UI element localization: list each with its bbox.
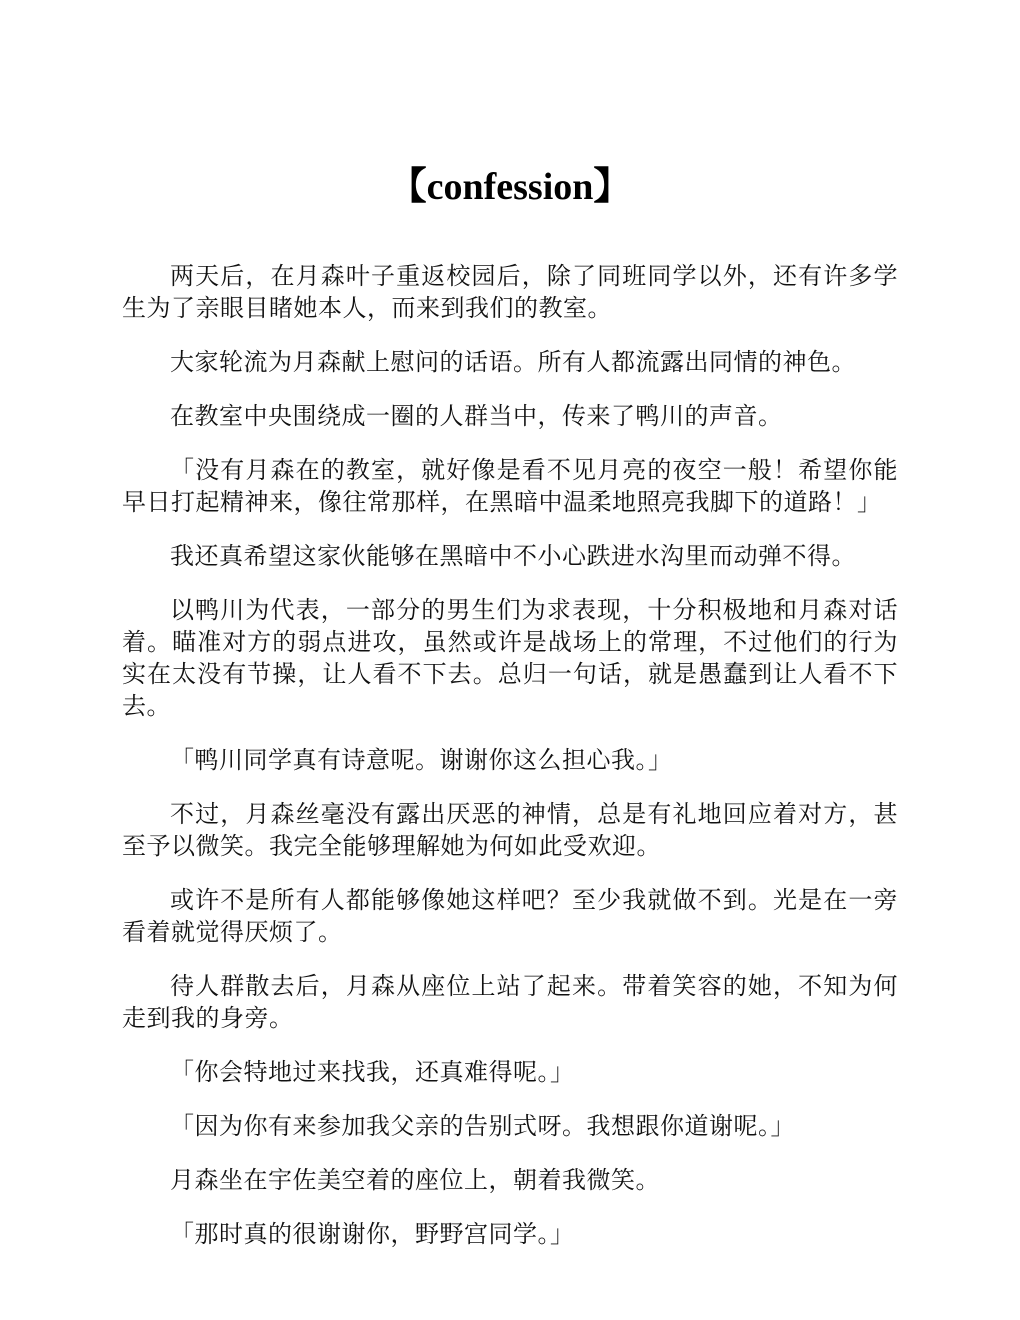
paragraph: 大家轮流为月森献上慰问的话语。所有人都流露出同情的神色。 (170, 348, 856, 376)
paragraph: 不过，月森丝毫没有露出厌恶的神情，总是有礼地回应着对方，甚至予以微笑。我完全能够理解她为何如此受欢迎。 (122, 800, 898, 860)
paragraph: 「因为你有来参加我父亲的告别式呀。我想跟你道谢呢。」 (170, 1112, 795, 1140)
paragraph: 「没有月森在的教室，就好像是看不见月亮的夜空一般！希望你能早日打起精神来，像往常那样，在黑暗中温柔地照亮我脚下的道路！」 (122, 456, 898, 516)
paragraph: 月森坐在宇佐美空着的座位上，朝着我微笑。 (170, 1166, 660, 1194)
paragraph: 我还真希望这家伙能够在黑暗中不小心跌进水沟里而动弹不得。 (170, 542, 856, 570)
paragraph: 「鸭川同学真有诗意呢。谢谢你这么担心我。」 (170, 746, 673, 774)
paragraph: 两天后，在月森叶子重返校园后，除了同班同学以外，还有许多学生为了亲眼目睹她本人，而来到我们的教室。 (122, 262, 898, 322)
chapter-title: 【confession】 (388, 166, 632, 208)
paragraph: 或许不是所有人都能够像她这样吧？至少我就做不到。光是在一旁看着就觉得厌烦了。 (122, 886, 898, 946)
paragraph: 「你会特地过来找我，还真难得呢。」 (170, 1058, 575, 1086)
body-text (122, 260, 898, 1272)
paragraph: 「那时真的很谢谢你，野野宫同学。」 (170, 1220, 575, 1248)
paragraph: 在教室中央围绕成一圈的人群当中，传来了鸭川的声音。 (170, 402, 783, 430)
paragraph: 待人群散去后，月森从座位上站了起来。带着笑容的她，不知为何走到我的身旁。 (122, 972, 898, 1032)
paragraph: 以鸭川为代表，一部分的男生们为求表现，十分积极地和月森对话着。瞄准对方的弱点进攻，虽然或许是战场上的常理，不过他们的行为实在太没有节操，让人看不下去。总归一句话，就是愚蠢到让人看不下去。 (122, 596, 898, 720)
